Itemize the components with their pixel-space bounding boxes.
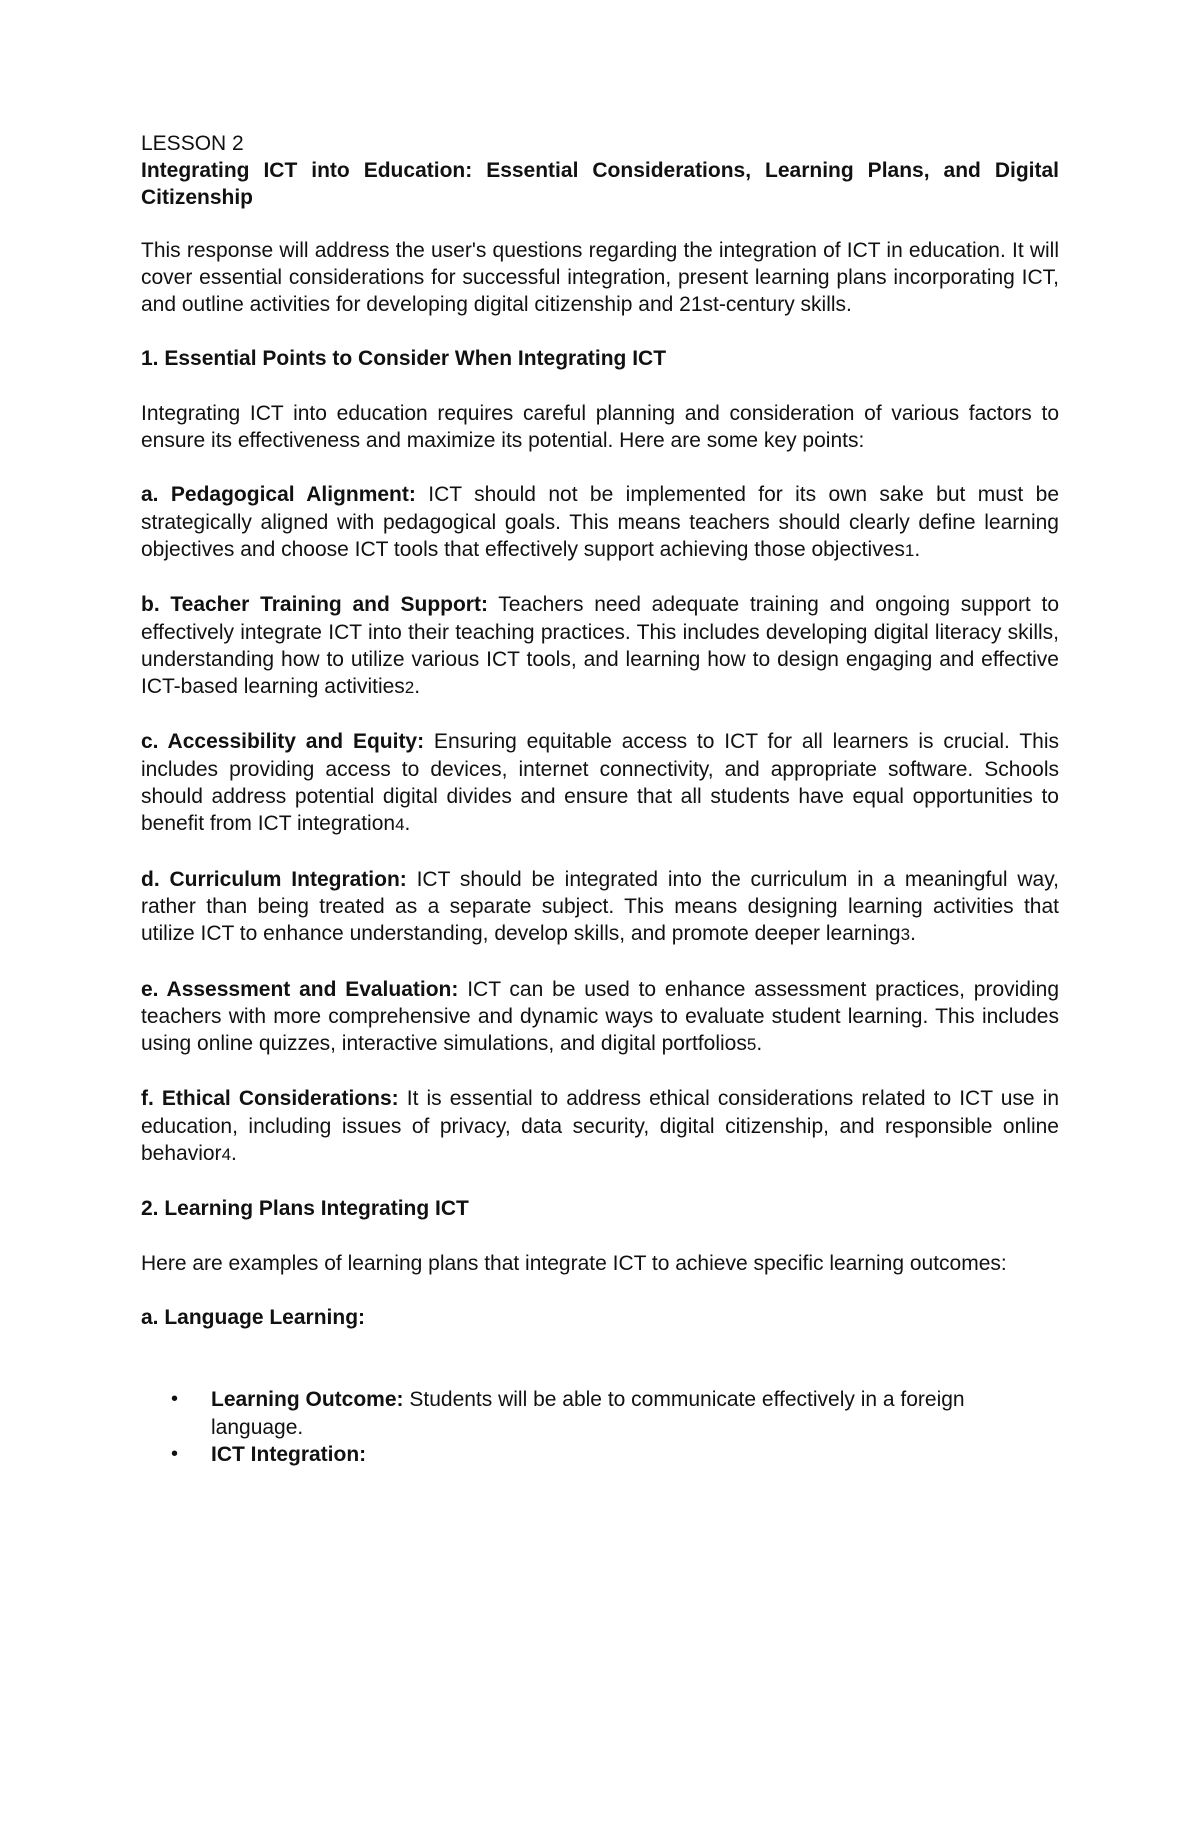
blank-space (141, 1331, 1059, 1386)
section-2-intro: Here are examples of learning plans that integrate ICT to achieve specific learning outcomes: (141, 1251, 1007, 1275)
point-pedagogical-alignment (141, 481, 1059, 564)
list-item (211, 1441, 1059, 1468)
reference-number: 5 (746, 1035, 757, 1055)
point-label: d. Curriculum Integration: (141, 867, 407, 891)
point-end: . (914, 537, 921, 561)
document-page (141, 130, 1059, 1468)
point-text: ICT should be integrated into the curriculum in a meaningful way, rather than being treated as a separate subject. This means designing learning activities that utilize ICT to enhance understanding, develop skills, and promote deeper learning (141, 867, 1059, 946)
reference-number: 2 (404, 678, 415, 698)
reference-number: 3 (900, 925, 911, 945)
bullet-text: Students will be able to communicate effectively in a foreign language. (211, 1388, 965, 1439)
bullet-label: ICT Integration: (211, 1442, 367, 1466)
point-accessibility-equity (141, 728, 1059, 838)
reference-number: 4 (395, 815, 405, 835)
point-end: . (756, 1032, 763, 1056)
reference-number: 4 (221, 1145, 232, 1165)
point-label: c. Accessibility and Equity: (141, 730, 425, 754)
point-end: . (231, 1142, 237, 1166)
point-text: ICT can be used to enhance assessment practices, providing teachers with more comprehensive and dynamic ways to evaluate student learning. This includes using online quizzes, interactive simulations, and digital portfolios (141, 977, 1059, 1056)
point-label: f. Ethical Considerations: (141, 1087, 399, 1111)
point-end: . (910, 922, 916, 946)
point-teacher-training (141, 591, 1059, 701)
section-1-heading: 1. Essential Points to Consider When Integrating ICT (141, 347, 667, 371)
point-end: . (404, 812, 411, 836)
intro-paragraph: This response will address the user's questions regarding the integration of ICT in education. It will cover essential considerations for successful integration, present learning plans incorporating ICT, and outline activities for developing digital citizenship and 21st-century skills. (141, 238, 1059, 317)
point-text: It is essential to address ethical considerations related to ICT use in education, including issues of privacy, data security, digital citizenship, and responsible online behavior (141, 1087, 1059, 1166)
point-ethical-considerations (141, 1085, 1059, 1168)
list-item (211, 1386, 1059, 1441)
point-label: e. Assessment and Evaluation: (141, 977, 459, 1001)
point-label: a. Pedagogical Alignment: (141, 483, 416, 507)
point-text: Ensuring equitable access to ICT for all learners is crucial. This includes providing access to devices, internet connectivity, and appropriate software. Schools should address potential digital divides and ensure that all students have equal opportunities to benefit from ICT integration (141, 730, 1059, 836)
point-label: b. Teacher Training and Support: (141, 593, 488, 617)
section-2-heading: 2. Learning Plans Integrating ICT (141, 1197, 469, 1221)
document-title: Integrating ICT into Education: Essential Considerations, Learning Plans, and Digital Citizenship (141, 159, 1059, 210)
point-text: ICT should not be implemented for its own sake but must be strategically aligned with pedagogical goals. This means teachers should clearly define learning objectives and choose ICT tools that effectively support achieving those objectives (141, 483, 1059, 561)
section-1-intro: Integrating ICT into education requires careful planning and consideration of various factors to ensure its effectiveness and maximize its potential. Here are some key points: (141, 401, 1059, 453)
point-text: Teachers need adequate training and ongoing support to effectively integrate ICT into their teaching practices. This includes developing digital literacy skills, understanding how to utilize various ICT tools, and learning how to design engaging and effective ICT-based learning activities (141, 593, 1059, 699)
reference-number: 1 (904, 540, 915, 560)
learning-plan-bullet-list (141, 1386, 1059, 1468)
language-learning-heading: a. Language Learning: (141, 1305, 366, 1329)
point-assessment-evaluation (141, 976, 1059, 1059)
point-curriculum-integration (141, 866, 1059, 949)
lesson-label: LESSON 2 (141, 132, 244, 155)
point-end: . (414, 675, 421, 699)
bullet-label: Learning Outcome: (211, 1388, 404, 1412)
